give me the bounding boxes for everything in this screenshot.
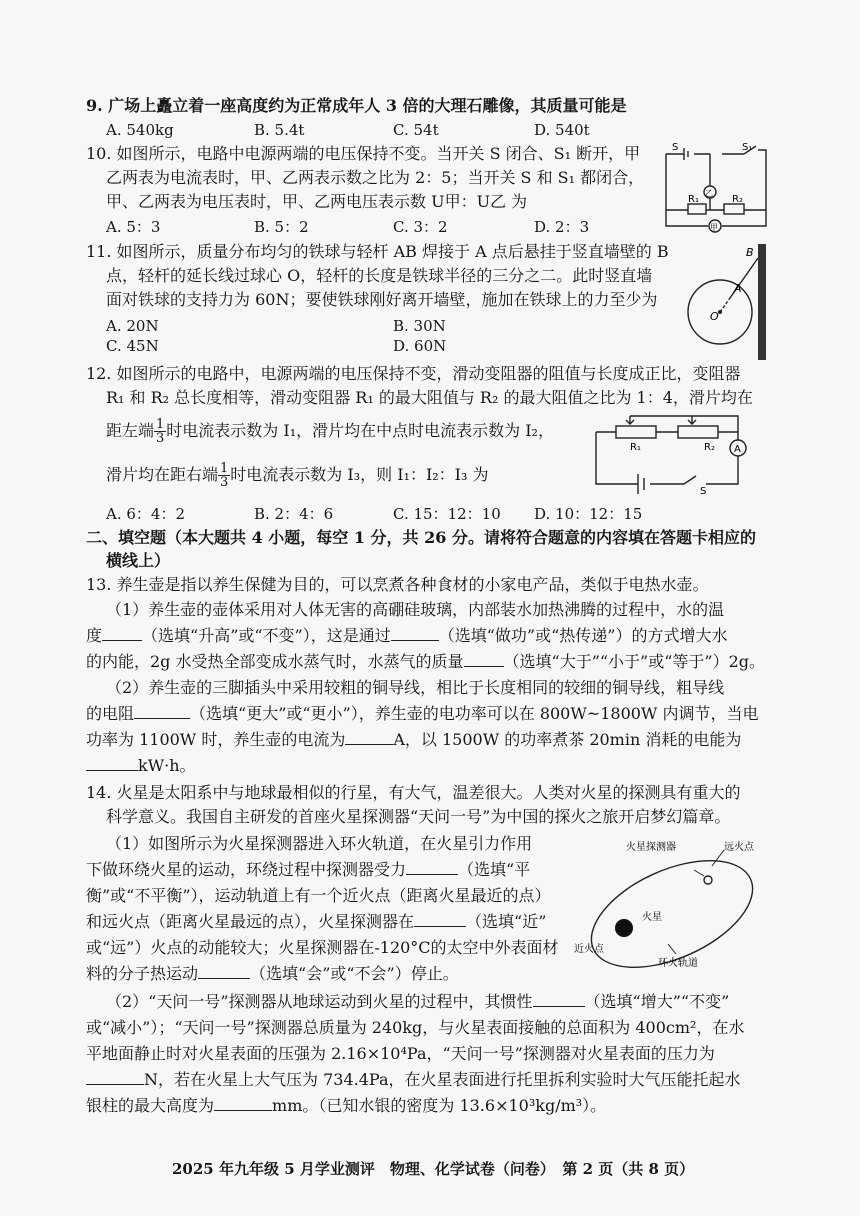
q14-label-orbit: 环火轨道 [658, 958, 698, 969]
q13-p2-line4 [86, 756, 196, 776]
answer-blank[interactable] [414, 912, 466, 927]
q13-p2-line2 [86, 704, 758, 724]
q11-label-o: O [710, 310, 719, 323]
q13-p1-line2 [86, 626, 727, 646]
answer-blank[interactable] [86, 1070, 144, 1085]
q10-option-b: B. 5：2 [254, 218, 309, 236]
answer-blank[interactable] [406, 860, 458, 875]
text: （选填“平 [458, 860, 531, 879]
q10-line3: 甲、乙两表为电压表时，甲、乙两电压表示数 U甲：U乙 为 [106, 192, 528, 211]
answer-blank[interactable] [464, 652, 504, 667]
q14-p2-line2: 或“减小”）；“天问一号”探测器总质量为 240kg，与火星表面接触的总面积为 400cm²，在水 [86, 1018, 745, 1037]
text: （选填“近” [466, 912, 547, 931]
q10-label-s1: S₁ [742, 142, 753, 153]
q10-option-a: A. 5：3 [106, 218, 161, 236]
q13-intro: 13. 养生壶是指以养生保健为目的，可以烹煮各种食材的小家电产品，类似于电热水壶。 [86, 575, 709, 594]
q12-option-b: B. 2：4：6 [254, 505, 334, 523]
q11-line3: 面对铁球的支持力为 60N；要使铁球刚好离开墙壁，施加在铁球上的力至少为 [106, 290, 658, 309]
q10-label-r1: R₁ [688, 194, 699, 205]
q14-label-probe: 火星探测器 [626, 842, 676, 853]
text: 银柱的最大高度为 [86, 1096, 215, 1115]
text: 功率为 1100W 时，养生壶的电流为 [86, 730, 346, 749]
q11-option-b: B. 30N [393, 317, 446, 335]
q14-p1-line3: 衡”或“不平衡”），运动轨道上有一个近火点（距离火星最近的点） [86, 886, 551, 905]
q10-option-d: D. 2：3 [534, 218, 590, 236]
q14-mars-orbit-diagram [572, 836, 768, 974]
q14-intro-line2: 科学意义。我国自主研发的首座火星探测器“天问一号”为中国的探火之旅开启梦幻篇章。 [106, 807, 731, 826]
q13-p2-line3 [86, 730, 741, 750]
fraction-numerator: 1 [220, 461, 229, 476]
q12-label-r1: R₁ [630, 442, 641, 453]
q14-label-near-point: 近火点 [574, 944, 604, 955]
q12-line3 [106, 418, 554, 445]
q10-option-c: C. 3：2 [393, 218, 448, 236]
q12-option-a: A. 6：4：2 [106, 505, 185, 523]
answer-blank[interactable] [533, 992, 585, 1007]
q14-p2-line1 [106, 992, 729, 1012]
section-2-heading-cont: 横线上） [106, 551, 171, 570]
text: （选填“更大”或“更小”），养生壶的电功率可以在 800W~1800W 内调节，当电 [190, 704, 759, 723]
q12-label-s: S [700, 486, 707, 496]
q14-p1-line1: （1）如图所示为火星探测器进入环火轨道，在火星引力作用 [106, 834, 533, 853]
text: （选填“增大”“不变” [584, 992, 730, 1011]
q12-circuit-diagram [592, 404, 760, 496]
fraction-denominator: 3 [156, 431, 165, 446]
q11-line2: 点，轻杆的延长线过球心 O，轻杆的长度是铁球半径的三分之二。此时竖直墙 [106, 266, 653, 285]
q14-p2-line3: 平地面静止时对火星表面的压强为 2.16×10⁴Pa，“天问一号”探测器对火星表面的压力为 [86, 1044, 715, 1063]
text: 料的分子热运动 [86, 964, 199, 983]
q10-line2: 乙两表为电流表时，甲、乙两表示数之比为 2：5；当开关 S 和 S₁ 都闭合， [106, 168, 645, 187]
fraction-numerator: 1 [156, 417, 165, 432]
answer-blank[interactable] [214, 1096, 272, 1111]
q9-stem: 9. 广场上矗立着一座高度约为正常成年人 3 倍的大理石雕像，其质量可能是 [86, 96, 627, 115]
text: （选填“会”或“不会”）停止。 [250, 964, 459, 983]
q13-p1-line3 [86, 652, 765, 672]
q14-p1-line2 [86, 860, 530, 880]
text: 下做环绕火星的运动，环绕过程中探测器受力 [86, 860, 407, 879]
q11-line1: 11. 如图所示，质量分布均匀的铁球与轻杆 AB 焊接于 A 点后悬挂于竖直墙壁的 B [86, 242, 669, 261]
q12-option-c: C. 15：12：10 [393, 505, 501, 523]
section-2-heading: 二、填空题（本大题共 4 小题，每空 1 分，共 26 分。请将符合题意的内容填在答题卡相应的 [86, 528, 756, 547]
q12-line1: 12. 如图所示的电路中，电源两端的电压保持不变，滑动变阻器的阻值与长度成正比，变阻器 [86, 364, 741, 383]
text: mm。（已知水银的密度为 13.6×10³kg/m³）。 [272, 1096, 607, 1115]
text: （选填“做功”或“热传递”）的方式增大水 [438, 626, 728, 645]
q12-line4 [106, 462, 489, 489]
q10-meter-top-label: 乙 [705, 189, 713, 198]
text: （选填“升高”或“不变”），这是通过 [142, 626, 391, 645]
q14-label-far-point: 远火点 [724, 842, 754, 853]
q12-line4-start: 滑片均在距右端 [106, 465, 219, 484]
q9-option-a: A. 540kg [106, 121, 174, 139]
q11-option-d: D. 60N [393, 337, 447, 355]
q9-option-c: C. 54t [393, 121, 439, 139]
q9-option-d: D. 540t [534, 121, 590, 139]
text: A，以 1500W 的功率煮茶 20min 消耗的电能为 [393, 730, 742, 749]
q10-label-s: S [672, 142, 679, 153]
q10-circuit-diagram [660, 140, 772, 236]
q10-label-r2: R₂ [732, 194, 743, 205]
q12-fraction-2 [218, 462, 230, 489]
q12-line4-end: 时电流表示数为 I₃，则 I₁：I₂：I₃ 为 [230, 465, 489, 484]
text: N，若在火星上大气压为 734.4Pa，在火星表面进行托里拆利实验时大气压能托起水 [144, 1070, 741, 1089]
q12-label-r2: R₂ [704, 442, 715, 453]
text: 的电阻 [86, 704, 135, 723]
text: 度 [86, 626, 103, 645]
q9-option-b: B. 5.4t [254, 121, 305, 139]
q12-fraction-1 [154, 418, 166, 445]
q11-label-b: B [746, 246, 754, 259]
q14-p1-line5: 或“远”）火点的动能较大；火星探测器在-120°C的太空中外表面材 [86, 938, 559, 957]
text: kW·h。 [138, 756, 196, 775]
q14-label-mars: 火星 [642, 912, 662, 923]
text: 的内能，2g 水受热全部变成水蒸气时，水蒸气的质量 [86, 652, 464, 671]
text: 和远火点（距离火星最远的点），火星探测器在 [86, 912, 415, 931]
q14-p2-line4 [86, 1070, 740, 1090]
q14-p1-line4 [86, 912, 546, 932]
answer-blank[interactable] [198, 964, 250, 979]
q14-intro-line1: 14. 火星是太阳系中与地球最相似的行星，有大气，温差很大。人类对火星的探测具有重大的 [86, 783, 741, 802]
q13-p1-line1: （1）养生壶的壶体采用对人体无害的高硼硅玻璃，内部装水加热沸腾的过程中，水的温 [106, 600, 725, 619]
q14-p2-line5 [86, 1096, 606, 1116]
answer-blank[interactable] [134, 704, 190, 719]
q10-meter-bottom-label: 甲 [710, 223, 718, 232]
answer-blank[interactable] [102, 626, 142, 641]
q12-line3-start: 距左端 [106, 421, 155, 440]
q13-p2-line1: （2）养生壶的三脚插头中采用较粗的铜导线，相比于长度相同的较细的铜导线，粗导线 [106, 678, 725, 697]
q10-line1: 10. 如图所示，电路中电源两端的电压保持不变。当开关 S 闭合、S₁ 断开，甲 [86, 144, 641, 163]
q11-label-a: A [734, 282, 742, 295]
page-footer: 2025 年九年级 5 月学业测评 物理、化学试卷（问卷） 第 2 页（共 8 页） [172, 1160, 695, 1178]
fraction-denominator: 3 [220, 475, 229, 490]
q11-option-a: A. 20N [106, 317, 159, 335]
q11-option-c: C. 45N [106, 337, 159, 355]
q12-option-d: D. 10：12：15 [534, 505, 643, 523]
q12-line3-end: 时电流表示数为 I₁，滑片均在中点时电流表示数为 I₂， [166, 421, 554, 440]
answer-blank[interactable] [391, 626, 439, 641]
text: （2）“天问一号”探测器从地球运动到火星的过程中，其惯性 [106, 992, 533, 1011]
q12-ammeter-label: A [734, 444, 741, 455]
q12-line2: R₁ 和 R₂ 总长度相等，滑动变阻器 R₁ 的最大阻值与 R₂ 的最大阻值之比为 1：4，滑片均在 [106, 388, 753, 407]
q11-ball-wall-diagram [672, 240, 772, 364]
text: （选填“大于”“小于”或“等于”）2g。 [503, 652, 766, 671]
answer-blank[interactable] [345, 730, 393, 745]
q14-p1-line6 [86, 964, 459, 984]
answer-blank[interactable] [86, 756, 138, 771]
